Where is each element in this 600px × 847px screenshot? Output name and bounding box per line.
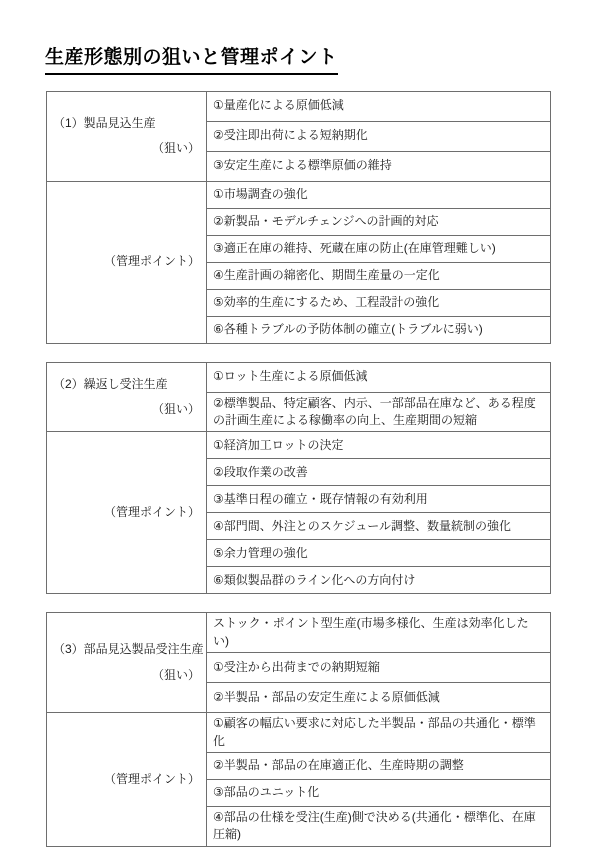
table-section-2	[46, 362, 551, 595]
aim-label: （狙い）	[151, 667, 200, 682]
table-row	[47, 362, 551, 392]
aim-item: ②半製品・部品の安定生産による原価低減	[207, 683, 551, 713]
management-item: ⑥各種トラブルの予防体制の確立(トラブルに弱い)	[207, 316, 551, 343]
section-1-management-header-cell	[47, 181, 207, 343]
management-item: ⑤効率的生産にするため、工程設計の強化	[207, 289, 551, 316]
section-2-management-header-cell	[47, 432, 207, 594]
table-row	[47, 432, 551, 459]
table-row	[47, 91, 551, 121]
management-item: ④生産計画の綿密化、期間生産量の一定化	[207, 262, 551, 289]
section-3-name: （3）部品見込製品受注生産	[53, 642, 204, 657]
table-section-3	[46, 612, 551, 846]
management-item: ②段取作業の改善	[207, 459, 551, 486]
management-item: ①顧客の幅広い要求に対応した半製品・部品の共通化・標準化	[207, 713, 551, 753]
aim-label: （狙い）	[151, 402, 200, 417]
aim-item: ①ロット生産による原価低減	[207, 362, 551, 392]
section-1-aim-header-cell	[47, 91, 207, 181]
table-row	[47, 713, 551, 753]
aim-item: ②標準製品、特定顧客、内示、一部部品在庫など、ある程度の計画生産による稼働率の向上、生産期間の短縮	[207, 392, 551, 432]
section-3-aim-header-cell	[47, 613, 207, 713]
table-row	[47, 181, 551, 208]
table-section-1	[46, 91, 551, 344]
management-label: （管理ポイント）	[103, 771, 200, 786]
section-2-aim-header-cell	[47, 362, 207, 432]
aim-item: ①量産化による原価低減	[207, 91, 551, 121]
management-item: ②半製品・部品の在庫適正化、生産時期の調整	[207, 753, 551, 780]
management-item: ④部門間、外注とのスケジュール調整、数量統制の強化	[207, 513, 551, 540]
table-row	[47, 613, 551, 653]
management-item: ③適正在庫の維持、死蔵在庫の防止(在庫管理難しい)	[207, 235, 551, 262]
section-3-management-header-cell	[47, 713, 207, 847]
management-item: ②新製品・モデルチェンジへの計画的対応	[207, 208, 551, 235]
aim-item: ストック・ポイント型生産(市場多様化、生産は効率化したい)	[207, 613, 551, 653]
tables-container	[46, 91, 550, 847]
management-item: ④部品の仕様を受注(生産)側で決める(共通化・標準化、在庫圧縮)	[207, 807, 551, 847]
management-item: ⑤余力管理の強化	[207, 540, 551, 567]
aim-item: ①受注から出荷までの納期短縮	[207, 653, 551, 683]
section-1-name: （1）製品見込生産	[53, 115, 156, 130]
aim-item: ②受注即出荷による短納期化	[207, 121, 551, 151]
management-item: ③基準日程の確立・既存情報の有効利用	[207, 486, 551, 513]
aim-item: ③安定生産による標準原価の維持	[207, 151, 551, 181]
management-label: （管理ポイント）	[103, 505, 200, 520]
section-2-name: （2）繰返し受注生産	[53, 376, 168, 391]
management-item: ①市場調査の強化	[207, 181, 551, 208]
management-label: （管理ポイント）	[103, 254, 200, 269]
aim-label: （狙い）	[151, 141, 200, 156]
management-item: ③部品のユニット化	[207, 780, 551, 807]
management-item: ①経済加工ロットの決定	[207, 432, 551, 459]
page-title: 生産形態別の狙いと管理ポイント	[45, 46, 338, 75]
management-item: ⑥類似製品群のライン化への方向付け	[207, 567, 551, 594]
